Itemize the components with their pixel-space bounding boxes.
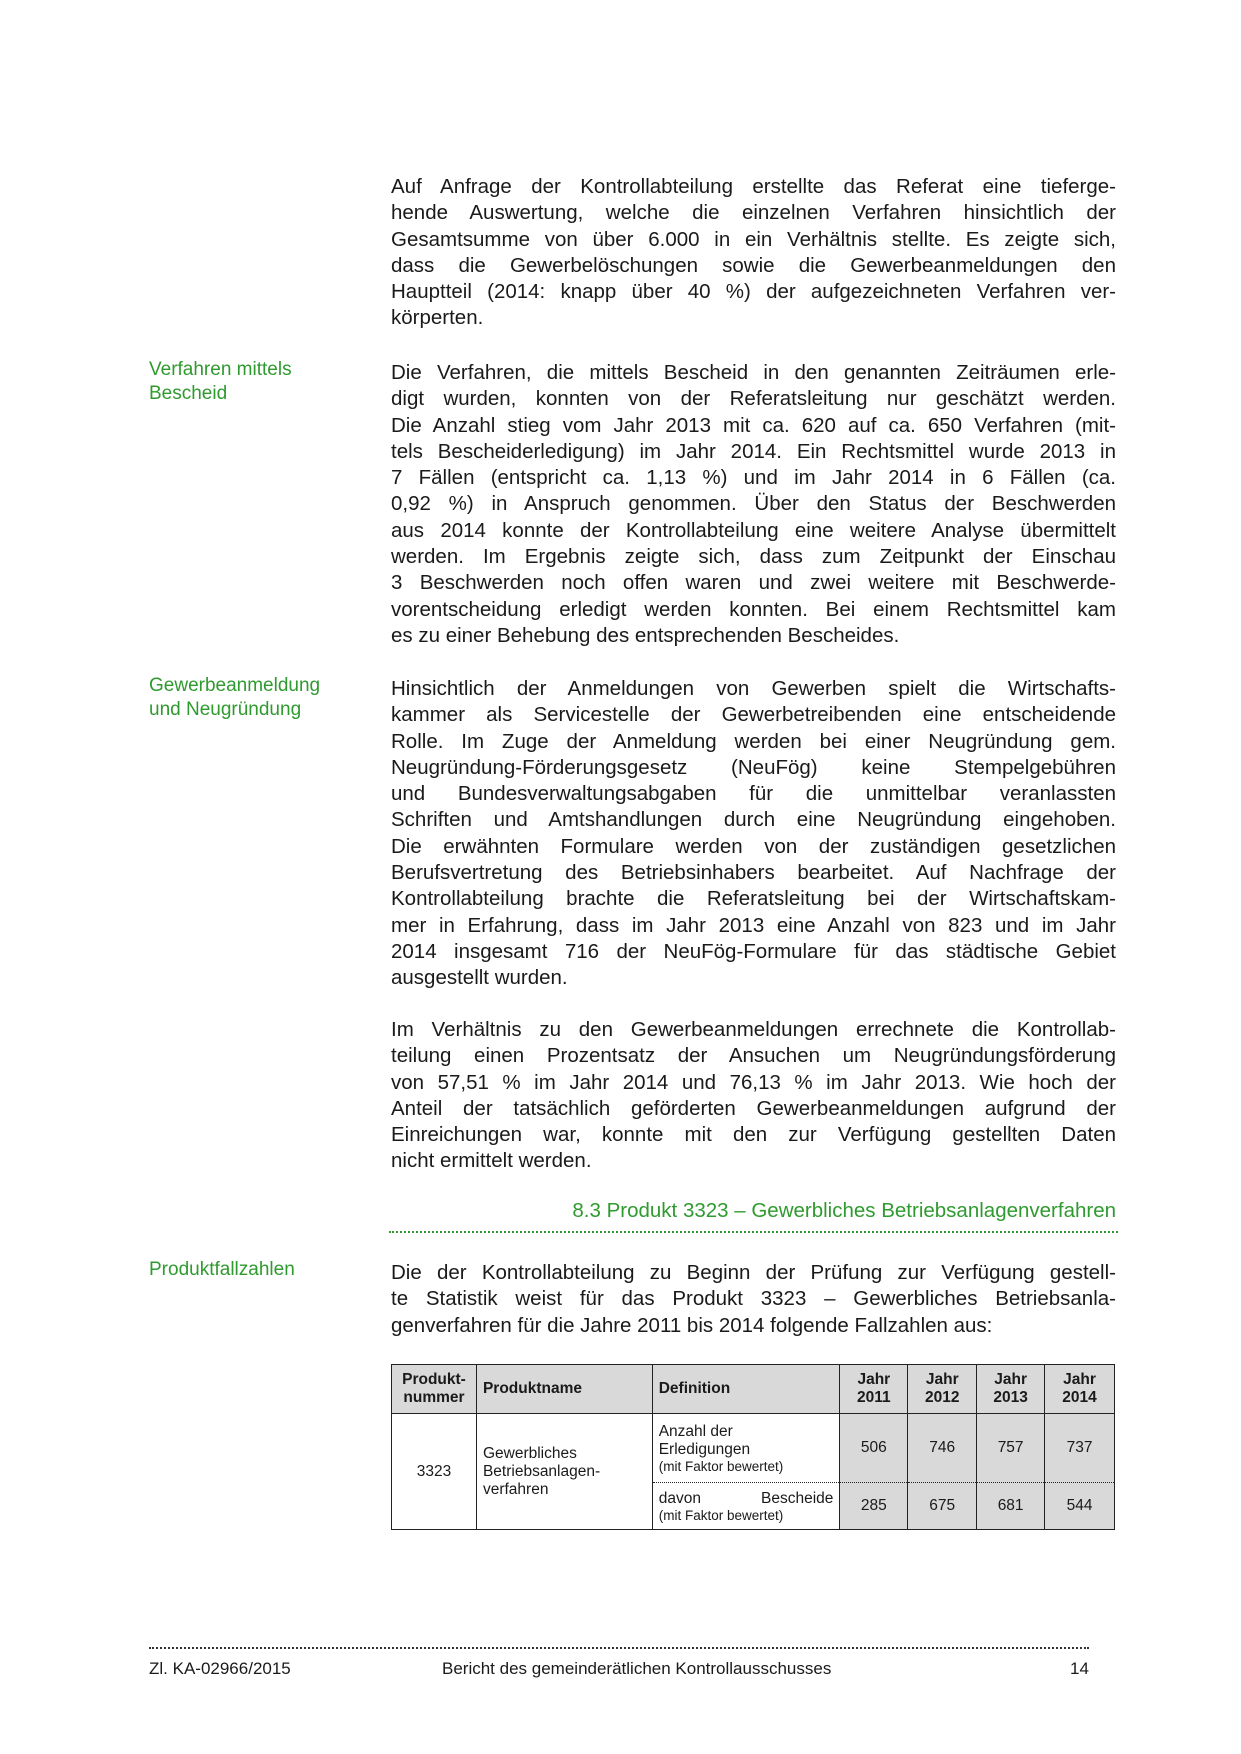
footer-page-number: 14 (1070, 1659, 1089, 1678)
text-line: es zu einer Behebung des entsprechenden Bescheides. (391, 623, 900, 647)
margin-note-gewerbeanmeldung (149, 674, 369, 722)
paragraph-bescheid (391, 360, 1116, 649)
cell-value: 675 (908, 1483, 977, 1530)
section-heading: 8.3 Produkt 3323 – Gewerbliches Betriebsanlagenverfahren (572, 1199, 1116, 1222)
text-line: digt wurden, konnten von der Referatsleitung nur geschätzt werden. (391, 387, 1116, 411)
margin-note-bescheid (149, 358, 369, 406)
text-line: 2014 insgesamt 716 der NeuFög-Formulare für das städtische Gebiet (391, 939, 1116, 963)
text-line: dass die Gewerbelöschungen sowie die Gewerbeanmeldungen den (391, 253, 1116, 277)
text-line: Die Verfahren, die mittels Bescheid in den genannten Zeiträumen erle- (391, 361, 1116, 384)
paragraph-statistik (391, 1260, 1116, 1339)
text-line: Anteil der tatsächlich geförderten Gewerbeanmeldungen aufgrund der (391, 1096, 1116, 1120)
text-line: vorentscheidung erledigt werden konnten. Bei einem Rechtsmittel kam (391, 597, 1116, 621)
cell-value: 506 (840, 1414, 908, 1483)
header-definition: Definition (652, 1365, 840, 1414)
text-line: 0,92 %) in Anspruch genommen. Über den Status der Beschwerden (391, 492, 1116, 516)
text-line: Im Verhältnis zu den Gewerbeanmeldungen errechnete die Kontrollab- (391, 1018, 1116, 1041)
table-row (392, 1414, 1115, 1483)
heading-divider (389, 1231, 1118, 1233)
margin-note-produktfallzahlen (149, 1258, 369, 1282)
text-line: ausgestellt wurden. (391, 966, 568, 990)
text-line: Hauptteil (2014: knapp über 40 %) der aufgezeichneten Verfahren ver- (391, 280, 1116, 304)
text-line: werden. Im Ergebnis zeigte sich, dass zum Zeitpunkt der Einschau (391, 545, 1116, 569)
text-line: 7 Fällen (entspricht ca. 1,13 %) und im Jahr 2014 in 6 Fällen (ca. (391, 466, 1116, 490)
text-line: tels Bescheiderledigung) im Jahr 2014. Ein Rechtsmittel wurde 2013 in (391, 439, 1116, 463)
margin-note-line: Gewerbeanmeldung (149, 675, 321, 696)
text-line: nicht ermittelt werden. (391, 1149, 592, 1173)
paragraph-auswertung (391, 174, 1116, 332)
margin-note-line: Bescheid (149, 383, 228, 404)
text-line: Einreichungen war, konnte mit den zur Verfügung gestellten Daten (391, 1123, 1116, 1147)
text-line: Hinsichtlich der Anmeldungen von Gewerben spielt die Wirtschafts- (391, 677, 1116, 700)
text-line: mer in Erfahrung, dass im Jahr 2013 eine Anzahl von 823 und im Jahr (391, 913, 1116, 937)
margin-note-line: und Neugründung (149, 699, 302, 720)
cell-value: 746 (908, 1414, 977, 1483)
text-line: körperten. (391, 306, 484, 330)
header-produktnummer: Produkt- nummer (392, 1365, 477, 1414)
text-line: Gesamtsumme von über 6.000 in ein Verhältnis stellte. Es zeigte sich, (391, 227, 1116, 251)
cell-definition: davon Bescheide (mit Faktor bewertet) (652, 1483, 840, 1530)
margin-note-line: Produktfallzahlen (149, 1259, 295, 1280)
text-line: Die Anzahl stieg vom Jahr 2013 mit ca. 620 auf ca. 650 Verfahren (mit- (391, 413, 1116, 437)
footer-reference: Zl. KA-02966/2015 (149, 1659, 291, 1678)
text-line: te Statistik weist für das Produkt 3323 – Gewerbliches Betriebsanla- (391, 1287, 1116, 1311)
text-line: Berufsvertretung des Betriebsinhabers bearbeitet. Auf Nachfrage der (391, 861, 1116, 885)
margin-note-line: Verfahren mittels (149, 359, 292, 380)
footer-divider (149, 1647, 1089, 1649)
text-line: Rolle. Im Zuge der Anmeldung werden bei einer Neugründung gem. (391, 729, 1116, 753)
text-line: 3 Beschwerden noch offen waren und zwei weitere mit Beschwerde- (391, 571, 1116, 595)
cell-definition: Anzahl der Erledigungen (mit Faktor bewertet) (652, 1414, 840, 1483)
text-line: Schriften und Amtshandlungen durch eine Neugründung eingehoben. (391, 808, 1116, 832)
text-line: Die der Kontrollabteilung zu Beginn der Prüfung zur Verfügung gestell- (391, 1261, 1116, 1284)
cell-value: 757 (977, 1414, 1045, 1483)
cell-value: 681 (977, 1483, 1045, 1530)
fallzahlen-table (391, 1364, 1115, 1530)
text-line: kammer als Servicestelle der Gewerbetreibenden eine entscheidende (391, 703, 1116, 727)
header-jahr-2011: Jahr 2011 (840, 1365, 908, 1414)
footer-title: Bericht des gemeinderätlichen Kontrollausschusses (442, 1659, 832, 1678)
text-line: genverfahren für die Jahre 2011 bis 2014 folgende Fallzahlen aus: (391, 1313, 993, 1337)
text-line: Kontrollabteilung brachte die Referatsleitung bei der Wirtschaftskam- (391, 887, 1116, 911)
header-jahr-2014: Jahr 2014 (1045, 1365, 1115, 1414)
text-line: hende Auswertung, welche die einzelnen Verfahren hinsichtlich der (391, 201, 1116, 225)
cell-produktnummer: 3323 (392, 1414, 477, 1530)
paragraph-neugruendung (391, 676, 1116, 992)
text-line: Auf Anfrage der Kontrollabteilung erstellte das Referat eine tieferge- (391, 175, 1116, 198)
cell-value: 285 (840, 1483, 908, 1530)
cell-value: 737 (1045, 1414, 1115, 1483)
text-line: und Bundesverwaltungsabgaben für die unmittelbar veranlassten (391, 782, 1116, 806)
text-line: aus 2014 konnte der Kontrollabteilung eine weitere Analyse übermittelt (391, 518, 1116, 542)
paragraph-verhaeltnis (391, 1017, 1116, 1175)
header-jahr-2013: Jahr 2013 (977, 1365, 1045, 1414)
text-line: teilung einen Prozentsatz der Ansuchen um Neugründungsförderung (391, 1044, 1116, 1068)
header-jahr-2012: Jahr 2012 (908, 1365, 977, 1414)
cell-value: 544 (1045, 1483, 1115, 1530)
cell-produktname: Gewerbliches Betriebsanlagen- verfahren (476, 1414, 652, 1530)
text-line: Neugründung-Förderungsgesetz (NeuFög) keine Stempelgebühren (391, 755, 1116, 779)
text-line: von 57,51 % im Jahr 2014 und 76,13 % im Jahr 2013. Wie hoch der (391, 1070, 1116, 1094)
text-line: Die erwähnten Formulare werden von der zuständigen gesetzlichen (391, 834, 1116, 858)
table-header-row (392, 1365, 1115, 1414)
header-produktname: Produktname (476, 1365, 652, 1414)
